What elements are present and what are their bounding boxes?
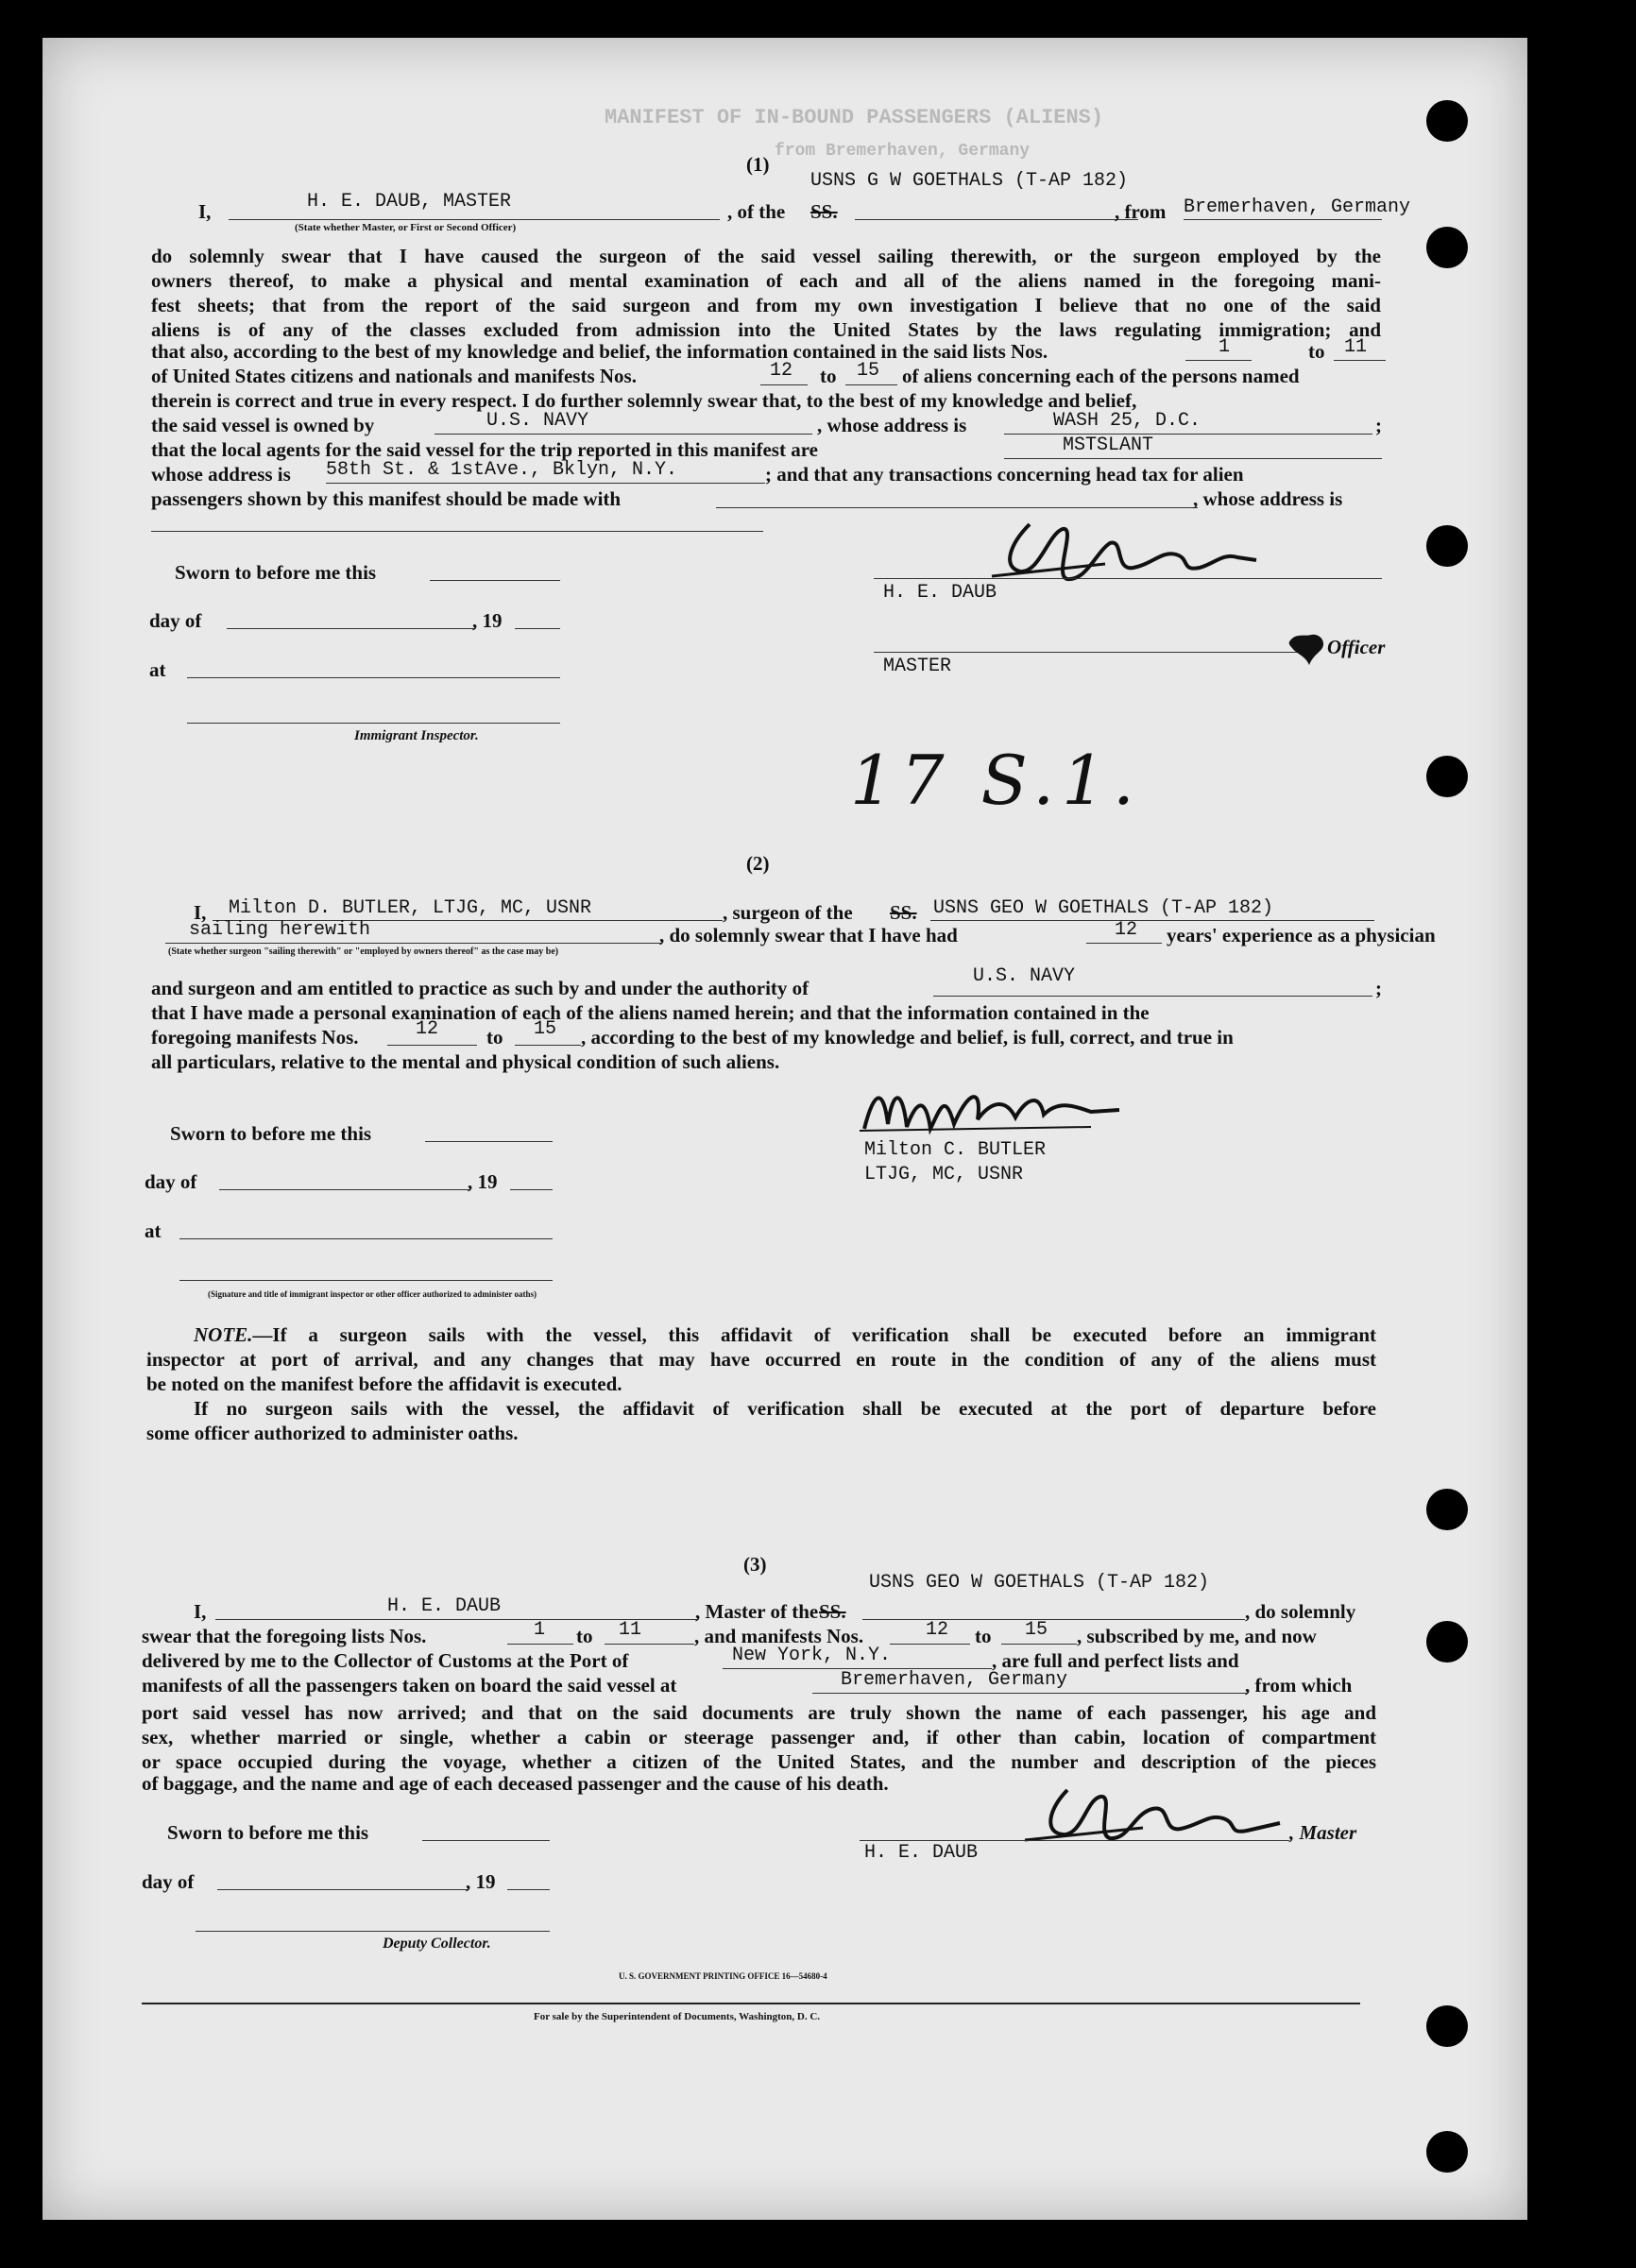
lists-to-line [1334, 360, 1386, 361]
years-field: 12 [1115, 919, 1138, 941]
from-label: , from [1115, 200, 1167, 223]
punch-hole [1426, 100, 1468, 142]
section1-paragraph [151, 244, 1381, 342]
punch-hole [1426, 1489, 1468, 1530]
year-field-line [510, 1189, 553, 1190]
authority-field: U.S. NAVY [973, 965, 1076, 987]
punch-hole [1450, 2239, 1491, 2267]
master-caption: (State whether Master, or First or Second Officer) [295, 222, 517, 233]
to-label: to [975, 1625, 992, 1647]
sailing-field: sailing herewith [189, 919, 371, 941]
sailing-caption: (State whether surgeon "sailing therewith" or "employed by owners thereof" as the case may be) [168, 946, 559, 957]
of-the-label: , of the [727, 200, 786, 223]
swear-text: , do solemnly swear that I have had [659, 924, 958, 946]
last-line: of baggage, and the name and age of each deceased passenger and the cause of his death. [142, 1772, 889, 1795]
manifests-to-line [515, 1045, 581, 1046]
surgeon-field: Milton D. BUTLER, LTJG, MC, USNR [229, 897, 592, 919]
manifests-to-line [1001, 1644, 1077, 1645]
manifests-rest: of aliens concerning each of the persons named [902, 365, 1300, 387]
master-signature-line [860, 1840, 1289, 1841]
vessel-name: USNS GEO W GOETHALS (T-AP 182) [933, 897, 1274, 919]
punch-hole [1426, 1621, 1468, 1663]
agents-field-line [1004, 458, 1382, 459]
vessel-field-line [855, 219, 1138, 220]
owner-field: U.S. NAVY [486, 410, 589, 432]
lists-to: 11 [619, 1619, 642, 1641]
manifests-all-text: manifests of all the passengers taken on board the said vessel at [142, 1674, 677, 1697]
vessel-name: USNS GEO W GOETHALS (T-AP 182) [869, 1572, 1210, 1594]
sailing-field-line [165, 943, 661, 944]
i-label: I, [194, 901, 207, 924]
punch-hole [1426, 2005, 1468, 2047]
body-line: do solemnly swear that I have caused the surgeon of the said vessel sailing therewith, or the surgeon employed by the [151, 245, 1381, 267]
struck-ss: SS. [890, 901, 917, 924]
note-line: inspector at port of arrival, and any changes that may have occurred en route in the condition of any of the aliens must [146, 1348, 1376, 1371]
note-line: be noted on the manifest before the affidavit is executed. [146, 1373, 622, 1395]
signer-name: H. E. DAUB [864, 1842, 979, 1864]
at-label: at [149, 658, 166, 681]
note-paragraph [146, 1322, 1376, 1445]
year-field-line [515, 628, 560, 629]
agent-address: 58th St. & 1stAve., Bklyn, N.Y. [326, 459, 678, 481]
agent-address-line [326, 483, 765, 484]
section3-paragraph [142, 1700, 1376, 1774]
day-field-line [219, 1189, 469, 1190]
inspector-caption: (Signature and title of immigrant inspector or other officer authorized to administer oaths) [208, 1289, 537, 1299]
year-field-line [507, 1889, 550, 1890]
signer-title: MASTER [883, 656, 952, 677]
sworn-label: Sworn to before me this [175, 561, 377, 584]
head-tax-text: ; and that any transactions concerning head tax for alien [765, 463, 1244, 486]
whose-address-label: , whose address is [1193, 487, 1343, 510]
manifests-from-line [890, 1644, 970, 1645]
manifests-from: 12 [770, 360, 793, 382]
owner-address-label: , whose address is [817, 414, 967, 436]
to-label: to [820, 365, 837, 387]
and-manifests-label: , and manifests Nos. [694, 1625, 864, 1647]
to-label: to [1308, 340, 1325, 363]
semicolon: ; [1375, 414, 1382, 436]
master-field: H. E. DAUB [387, 1595, 502, 1617]
footer-rule [142, 2003, 1360, 2004]
manifests-from: 12 [926, 1619, 949, 1641]
section-number: (3) [743, 1553, 767, 1576]
officer-line [874, 652, 1299, 653]
body-line: fest sheets; that from the report of the said surgeon and from my own investigation I believe that no one of the said [151, 294, 1381, 316]
to-label: to [486, 1026, 503, 1049]
signer-rank: LTJG, MC, USNR [864, 1164, 1024, 1185]
taken-at-field-line [812, 1693, 1247, 1694]
note-text: —If a surgeon sails with the vessel, this affidavit of verification shall be executed before an immigrant [252, 1323, 1376, 1346]
do-solemnly-label: , do solemnly [1245, 1600, 1356, 1623]
body-line: sex, whether married or single, whether a cabin or steerage passenger and, if other than cabin, location of compartment [142, 1726, 1376, 1748]
lists-from-line [1185, 360, 1252, 361]
sworn-date-line [425, 1141, 553, 1142]
vessel-name: USNS G W GOETHALS (T-AP 182) [810, 170, 1129, 192]
section-number: (2) [746, 852, 770, 875]
at-field-line [187, 677, 560, 678]
at-label: at [145, 1219, 162, 1242]
semicolon: ; [1375, 977, 1382, 999]
manifests-to: 15 [1025, 1619, 1048, 1641]
taken-at-field: Bremerhaven, Germany [841, 1669, 1068, 1691]
signer-name: Milton C. BUTLER [864, 1139, 1047, 1161]
lists-to-line [605, 1644, 694, 1645]
day-field-line [217, 1889, 468, 1890]
lists-from: 1 [534, 1619, 546, 1641]
body-line: or space occupied during the voyage, whether a citizen of the United States, and the number and description of the pieces [142, 1750, 1376, 1773]
owner-field-line [435, 434, 812, 435]
owner-address-line [1004, 434, 1372, 435]
exam-text: that I have made a personal examination of each of the aliens named herein; and that the information contained in the [151, 1001, 1150, 1024]
struck-ss: SS. [810, 200, 838, 223]
agents-label: that the local agents for the said vessel for the trip reported in this manifest are [151, 438, 818, 461]
note-label: NOTE. [194, 1323, 253, 1346]
signer-name: H. E. DAUB [883, 582, 997, 604]
master-field-line [229, 219, 720, 220]
body-line: aliens is of any of the classes excluded from admission into the United States by the laws regulating immigration; and [151, 318, 1381, 341]
lists-to: 11 [1344, 336, 1368, 358]
sworn-label: Sworn to before me this [170, 1122, 372, 1145]
foregoing-rest: , according to the best of my knowledge and belief, is full, correct, and true in [581, 1026, 1234, 1049]
years-field-line [1086, 943, 1162, 944]
lists-sentence: that also, according to the best of my knowledge and belief, the information contained in the said lists Nos. [151, 340, 1048, 363]
manifests-to: 15 [534, 1018, 557, 1040]
day-of-label: day of [149, 609, 202, 632]
collector-signature-line [196, 1931, 550, 1932]
year-label: , 19 [466, 1870, 496, 1893]
body-line: owners thereof, to make a physical and mental examination of each and all of the aliens named in the foregoing mani- [151, 269, 1381, 292]
master-label: , Master [1289, 1821, 1357, 1844]
gpo-imprint: U. S. GOVERNMENT PRINTING OFFICE 16—54680-4 [619, 1971, 827, 1981]
master-signature [973, 505, 1285, 595]
i-label: I, [194, 1600, 207, 1623]
surgeon-of-label: , surgeon of the [723, 901, 853, 924]
manifests-from: 12 [416, 1018, 439, 1040]
to-label: to [576, 1625, 593, 1647]
swear-lists-label: swear that the foregoing lists Nos. [142, 1625, 427, 1647]
manifests-to-line [845, 384, 897, 385]
head-tax-address-line [151, 531, 763, 532]
owner-address: WASH 25, D.C. [1053, 410, 1201, 432]
lists-from: 1 [1218, 336, 1231, 358]
particulars-text: all particulars, relative to the mental and physical condition of such aliens. [151, 1050, 780, 1073]
year-label: , 19 [472, 609, 503, 632]
owned-label: the said vessel is owned by [151, 414, 375, 436]
delivered-text: delivered by me to the Collector of Customs at the Port of [142, 1649, 629, 1672]
i-label: I, [198, 200, 212, 223]
manifests-from-line [387, 1045, 477, 1046]
lists-from-line [507, 1644, 573, 1645]
struck-ss: SS. [819, 1600, 846, 1623]
port-field: New York, N.Y. [732, 1645, 892, 1666]
body-line: therein is correct and true in every respect. I do further solemnly swear that, to the best of my knowledge and belief, [151, 389, 1137, 412]
section-number: (1) [746, 153, 770, 176]
manifests-sentence: of United States citizens and nationals and manifests Nos. [151, 365, 637, 387]
years-text: years' experience as a physician [1167, 924, 1436, 946]
manifests-to: 15 [857, 360, 880, 382]
subscribed-text: , subscribed by me, and now [1077, 1625, 1317, 1647]
passengers-label: passengers shown by this manifest should be made with [151, 487, 622, 510]
authority-field-line [933, 996, 1372, 997]
punch-hole [1426, 2131, 1468, 2173]
ink-blot [1287, 633, 1328, 667]
sale-imprint: For sale by the Superintendent of Documents, Washington, D. C. [534, 2011, 821, 2022]
foregoing-label: foregoing manifests Nos. [151, 1026, 359, 1049]
day-of-label: day of [145, 1170, 197, 1193]
punch-hole [1426, 756, 1468, 797]
day-of-label: day of [142, 1870, 195, 1893]
body-line: port said vessel has now arrived; and that on the said documents are truly shown the name of each passenger, his age and [142, 1701, 1376, 1724]
sworn-date-line [422, 1840, 550, 1841]
note-line [146, 1322, 1376, 1347]
master-signature-line [874, 578, 1382, 579]
master-of-label: , Master of the [695, 1600, 819, 1623]
bleed-through-header: MANIFEST OF IN-BOUND PASSENGERS (ALIENS) [605, 106, 1104, 129]
handwritten-note: 17 S.1. [850, 741, 1142, 820]
inspector-signature-line [187, 723, 560, 724]
note-line: some officer authorized to administer oaths. [146, 1422, 519, 1444]
manifests-from-line [760, 384, 808, 385]
day-field-line [227, 628, 474, 629]
inspector-caption: Immigrant Inspector. [354, 728, 479, 743]
vessel-field-line [862, 1619, 1245, 1620]
at-field-line [179, 1238, 553, 1239]
master-field: H. E. DAUB, MASTER [307, 191, 512, 213]
collector-caption: Deputy Collector. [383, 1935, 491, 1952]
full-lists-text: , are full and perfect lists and [992, 1649, 1239, 1672]
from-field: Bremerhaven, Germany [1184, 196, 1411, 218]
sworn-date-line [430, 580, 560, 581]
inspector-signature-line [179, 1280, 553, 1281]
note-line: If no surgeon sails with the vessel, the affidavit of verification shall be executed at the port of departure before [194, 1397, 1376, 1420]
punch-hole [1426, 525, 1468, 567]
practice-text: and surgeon and am entitled to practice as such by and under the authority of [151, 977, 809, 999]
agent-address-label: whose address is [151, 463, 291, 486]
bleed-through-subheader: from Bremerhaven, Germany [775, 142, 1031, 161]
agents-field: MSTSLANT [1063, 435, 1154, 456]
officer-label: Officer [1327, 636, 1386, 658]
from-which-text: , from which [1245, 1674, 1353, 1697]
punch-hole [1426, 227, 1468, 268]
from-field-line [1184, 219, 1382, 220]
sworn-label: Sworn to before me this [167, 1821, 369, 1844]
vessel-field-line [930, 920, 1374, 921]
year-label: , 19 [468, 1170, 498, 1193]
